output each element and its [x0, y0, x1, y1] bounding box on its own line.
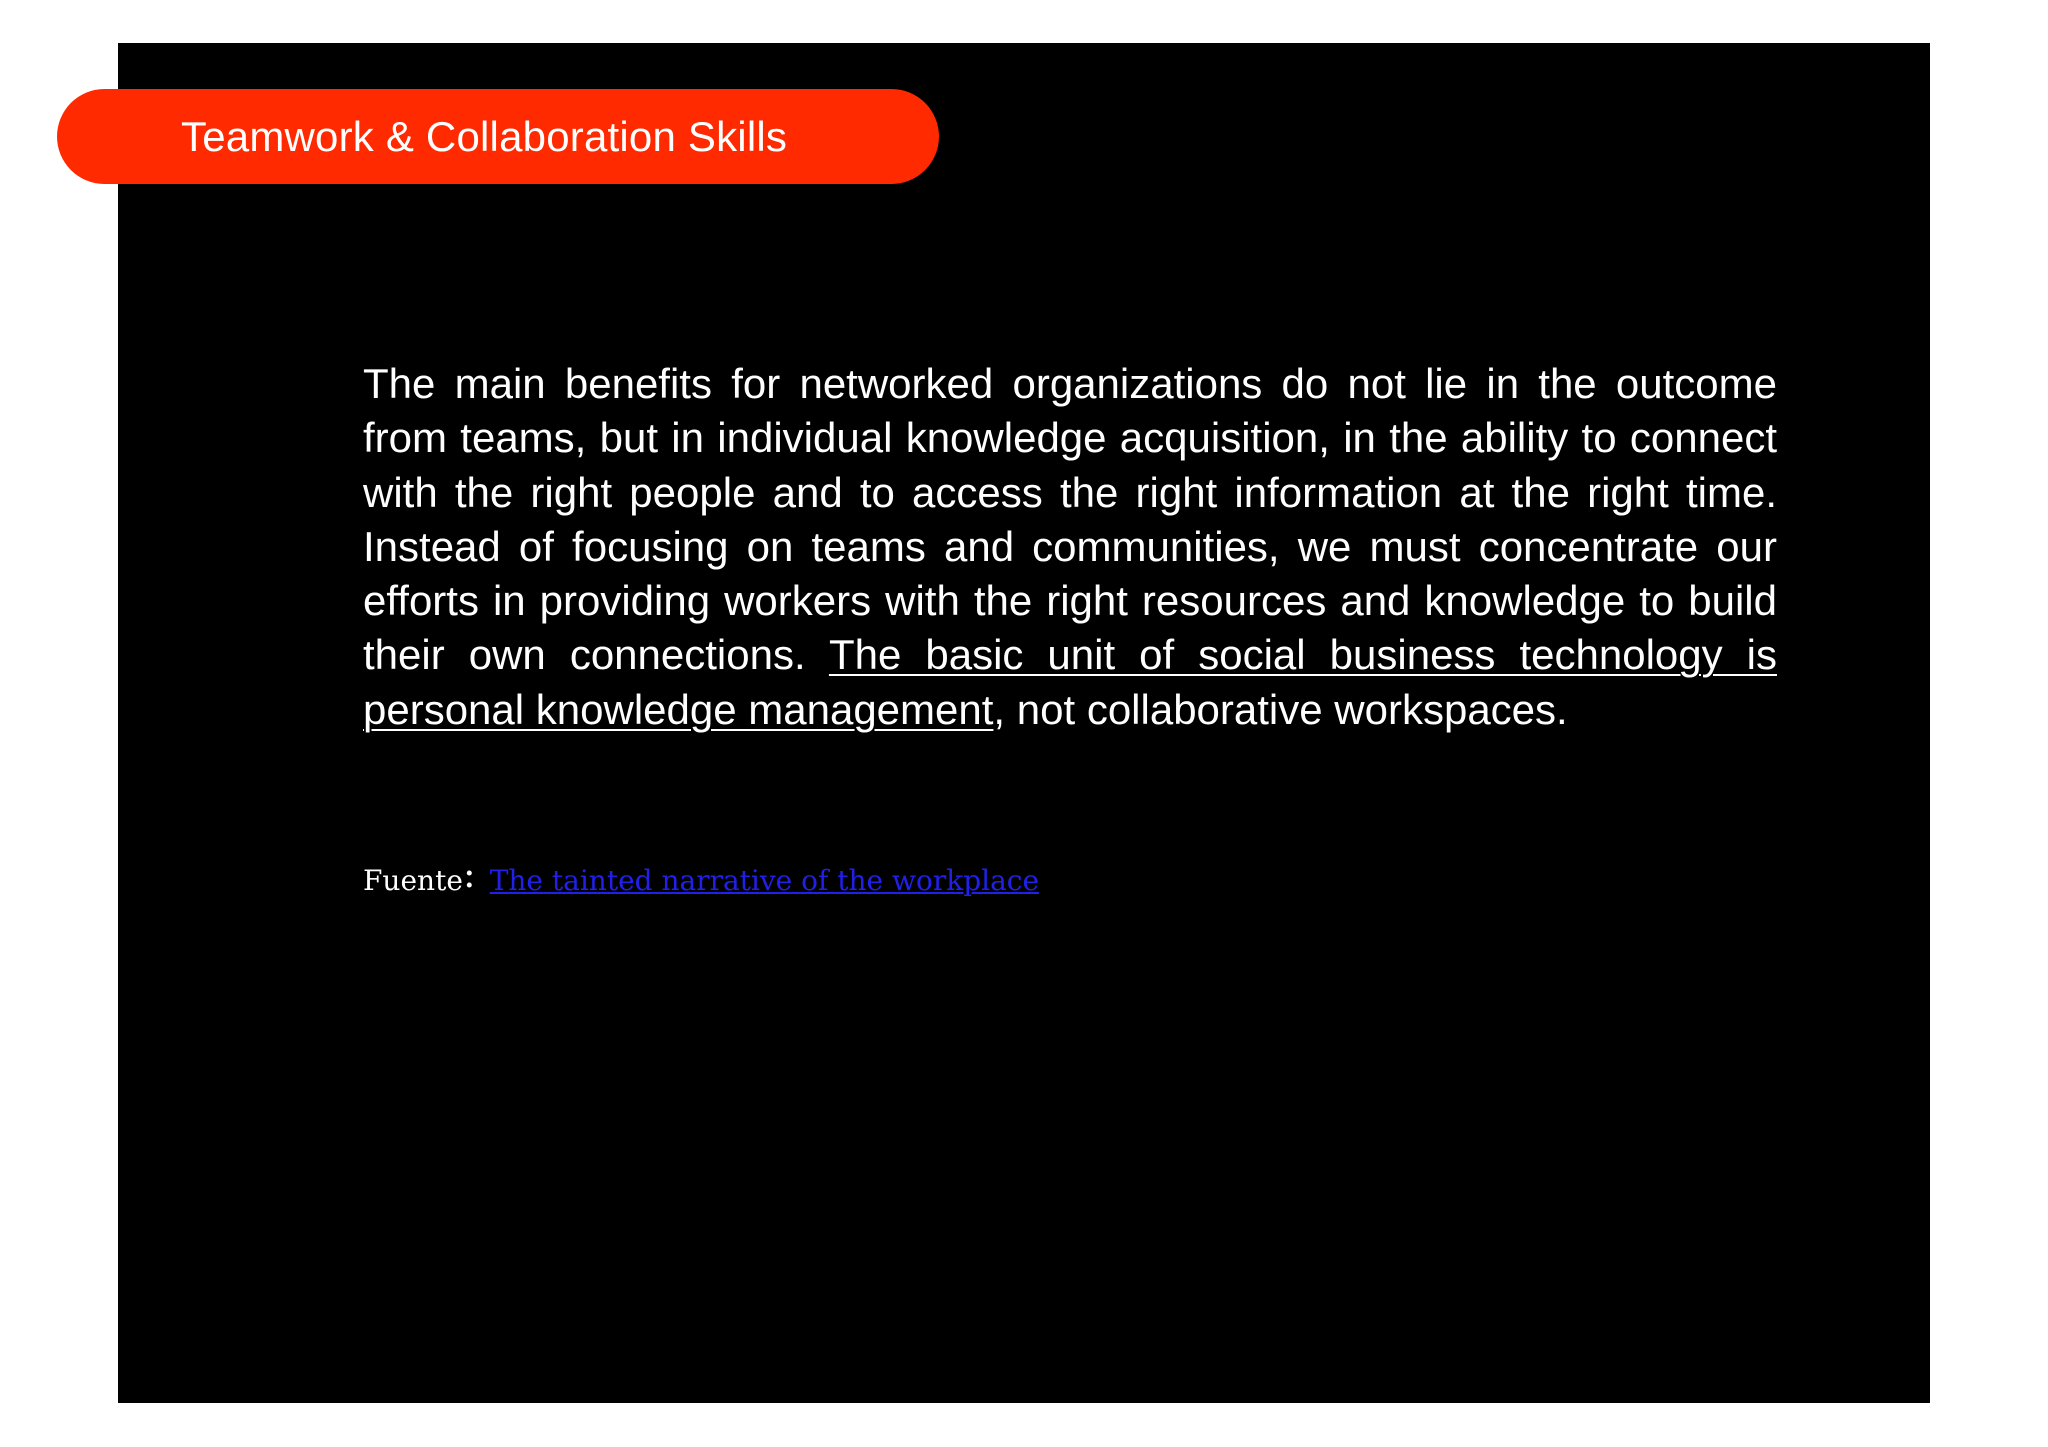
source-label: Fuente: [363, 864, 463, 897]
body-paragraph: [363, 357, 1777, 737]
body-text-tail: , not collaborative workspaces.: [993, 685, 1568, 733]
slide-title: Teamwork & Collaboration Skills: [181, 112, 788, 160]
title-banner: [57, 89, 939, 184]
body-text-underlined: The basic unit of social business technology is personal knowledge management: [363, 631, 1777, 733]
source-colon: :: [462, 852, 476, 896]
source-link[interactable]: The tainted narrative of the workplace: [489, 864, 1040, 897]
body-text-plain: The main benefits for networked organizations do not lie in the outcome from teams, but in individual knowledge acquisition, in the ability to connect with the right people and to access the right information at the right time. Instead of focusing on teams and communities, we must concentrate our efforts in providing workers with the right resources and knowledge to build their own connections.: [363, 360, 1777, 679]
source-citation: [363, 852, 1039, 897]
